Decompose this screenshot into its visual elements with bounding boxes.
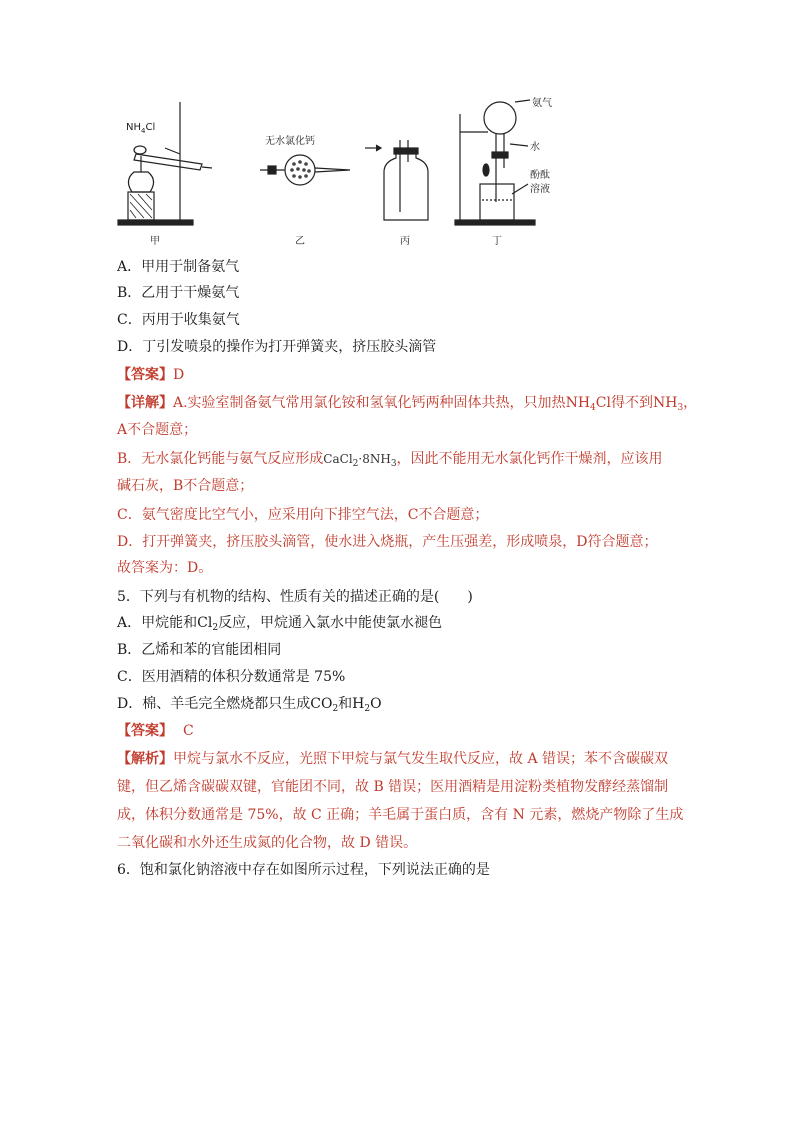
apparatus-ding [455,100,535,225]
detail-tag: 【详解】 [117,395,173,411]
answer-tag: 【答案】 [117,367,173,383]
answer-value: D [173,367,185,383]
q5-option-d: D．棉、羊毛完全燃烧都只生成$CO_2$和$H_2O$ [117,696,382,714]
q4-detail-a-line2: A不合题意； [117,422,198,438]
q5-option-c: C．医用酒精的体积分数通常是 75% [117,669,346,685]
caption-jia: 甲 [150,236,160,247]
label-water: 水 [530,142,540,153]
q4-option-b: B．乙用于干燥氨气 [117,285,240,301]
analysis-tag: 【解析】 [117,751,173,767]
q4-option-a: A．甲用于制备氨气 [117,259,240,275]
apparatus-figure [110,92,560,252]
q4-detail-a-line1: 【详解】A.实验室制备氨气常用氯化铵和氢氧化钙两种固体共热，只加热$NH_4Cl$得不到$NH_3$， [117,395,698,413]
q5-analysis-line3: 成，体积分数通常是 75%，故 C 正确；羊毛属于蛋白质，含有 N 元素，燃烧产物除了生成 [117,807,684,823]
apparatus-bing [365,140,428,220]
q4-option-c: C．丙用于收集氨气 [117,312,240,328]
q4-detail-d: D．打开弹簧夹，挤压胶头滴管，使水进入烧瓶，产生压强差，形成喷泉，D符合题意； [117,534,658,550]
q5-analysis-line4: 二氧化碳和水外还生成氮的化合物，故 D 错误。 [117,835,418,851]
caption-bing: 丙 [400,236,410,247]
q4-answer [117,365,677,385]
q4-detail-b-line2: 碱石灰，B不合题意； [117,478,254,494]
q4-option-d: D．丁引发喷泉的操作为打开弹簧夹，挤压胶头滴管 [117,339,437,355]
label-solution: 溶液 [530,184,550,195]
q5-analysis-line1: 【解析】甲烷与氯水不反应，光照下甲烷与氯气发生取代反应，故 A 错误；苯不含碳碳双 [117,751,669,767]
label-anhydrous-cacl2: 无水氯化钙 [265,136,315,147]
apparatus-yi [260,155,350,185]
q6-stem: 6．饱和氯化钠溶液中存在如图所示过程，下列说法正确的是 [117,862,490,878]
q5-stem: 5．下列与有机物的结构、性质有关的描述正确的是( ) [117,589,473,605]
q5-answer: 【答案】 C [117,723,194,739]
q4-detail-b-line1: B．无水氯化钙能与氨气反应形成$CaCl_2\cdot 8NH_3$，因此不能用无水氯化钙作干燥剂，应该用 [117,451,663,469]
q5-option-b: B．乙烯和苯的官能团相同 [117,642,282,658]
caption-yi: 乙 [295,236,305,247]
apparatus-jia [118,102,212,225]
q4-detail-c: C．氨气密度比空气小，应采用向下排空气法，C不合题意； [117,507,489,523]
q4-conclusion: 故答案为：D。 [117,560,213,576]
q5-option-a: A．甲烷能和$Cl_2$反应，甲烷通入氯水中能使氯水褪色 [117,615,443,633]
label-ammonia: 氨气 [532,98,552,109]
caption-ding: 丁 [492,236,502,247]
label-nh4cl: $NH_4Cl$ [126,122,156,135]
q5-analysis-line2: 键，但乙烯含碳碳双键，官能团不同，故 B 错误；医用酒精是用淀粉类植物发酵经蒸馏制 [117,779,669,795]
label-phenolphthalein: 酚酞 [530,170,550,181]
